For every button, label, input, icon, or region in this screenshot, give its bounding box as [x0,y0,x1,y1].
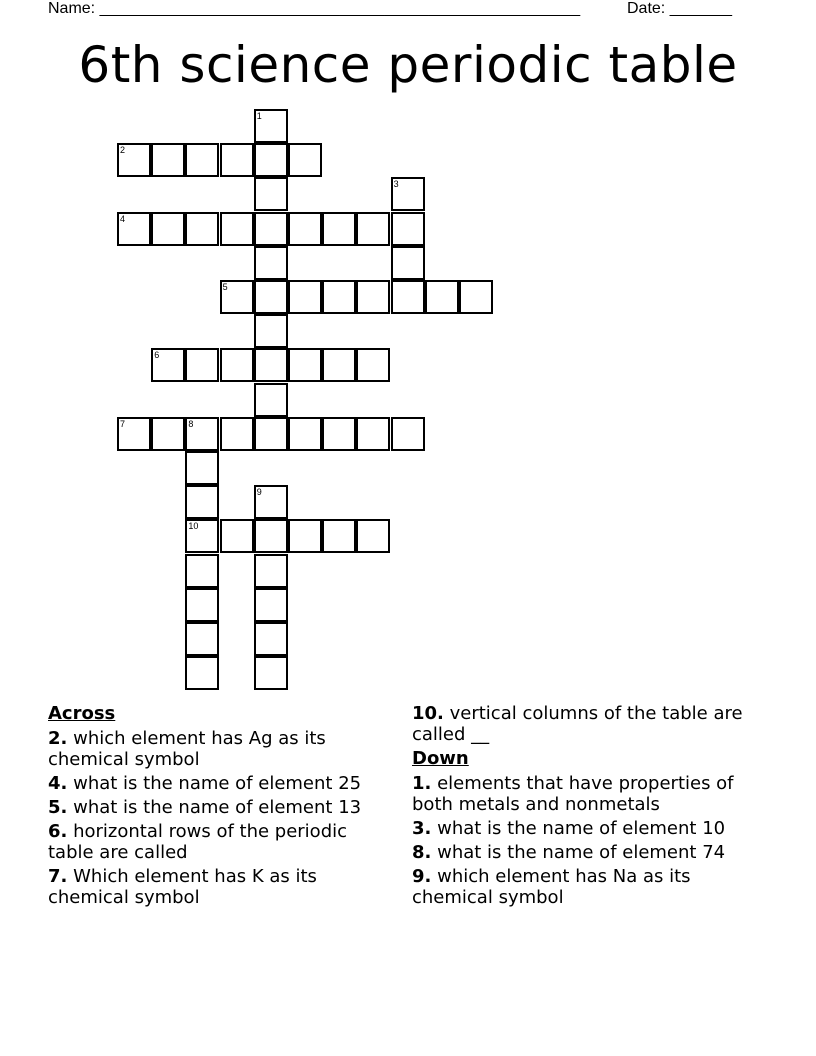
crossword-cell[interactable] [185,212,219,246]
across-clue [412,703,757,745]
crossword-cell[interactable] [254,314,288,348]
down-clue [412,866,757,908]
clue-text: vertical columns of the table are called __ [412,703,743,745]
crossword-cell[interactable] [288,212,322,246]
crossword-cell[interactable] [391,177,425,211]
crossword-cell[interactable] [254,212,288,246]
down-clue [412,818,757,839]
clues-right-column [412,703,757,911]
crossword-cell[interactable] [391,417,425,451]
crossword-cell[interactable] [117,143,151,177]
crossword-cell[interactable] [254,554,288,588]
crossword-cell[interactable] [220,280,254,314]
crossword-cell[interactable] [151,143,185,177]
crossword-cell[interactable] [185,348,219,382]
crossword-cell[interactable] [288,519,322,553]
crossword-cell[interactable] [220,417,254,451]
clue-number: 1. [412,773,432,794]
clue-number: 5. [48,797,68,818]
crossword-cell[interactable] [185,519,219,553]
clue-number: 6. [48,821,68,842]
crossword-cell[interactable] [288,417,322,451]
cell-number: 5 [222,282,228,292]
cell-number: 8 [188,418,194,429]
across-clue [48,773,388,794]
cell-number: 7 [120,418,126,429]
crossword-cell[interactable] [185,143,219,177]
crossword-cell[interactable] [254,485,288,519]
cell-number: 9 [256,487,262,498]
clue-text: what is the name of element 74 [437,842,726,863]
crossword-cell[interactable] [322,417,356,451]
clue-number: 10. [412,703,444,724]
crossword-cell[interactable] [254,109,288,143]
crossword-cell[interactable] [356,519,390,553]
crossword-cell[interactable] [391,212,425,246]
crossword-cell[interactable] [288,280,322,314]
cell-number: 6 [154,350,160,361]
crossword-cell[interactable] [254,588,288,622]
crossword-cell[interactable] [254,383,288,417]
clue-number: 4. [48,773,68,794]
clue-number: 2. [48,728,68,749]
cell-number: 10 [188,521,199,532]
clue-text: what is the name of element 10 [437,818,726,839]
crossword-cell[interactable] [356,417,390,451]
crossword-cell[interactable] [356,212,390,246]
cell-number: 3 [393,179,399,190]
crossword-cell[interactable] [322,519,356,553]
clue-text: which element has Na as its chemical symbol [412,866,691,908]
crossword-cell[interactable] [288,143,322,177]
name-field-label: Name: ______________________________________________________ [48,0,581,17]
clue-number: 9. [412,866,432,887]
across-clue [48,728,388,770]
down-clue [412,773,757,815]
crossword-cell[interactable] [185,417,219,451]
crossword-cell[interactable] [254,622,288,656]
crossword-cell[interactable] [220,348,254,382]
cell-number: 2 [120,145,126,156]
clue-text: what is the name of element 13 [73,797,362,818]
crossword-cell[interactable] [425,280,459,314]
crossword-cell[interactable] [220,143,254,177]
down-clue [412,842,757,863]
crossword-cell[interactable] [322,212,356,246]
crossword-cell[interactable] [220,519,254,553]
clues-left-column [48,703,388,911]
crossword-cell[interactable] [151,417,185,451]
crossword-cell[interactable] [356,280,390,314]
crossword-cell[interactable] [254,280,288,314]
crossword-cell[interactable] [288,348,322,382]
crossword-cell[interactable] [151,212,185,246]
page-title: 6th science periodic table [78,36,738,94]
crossword-cell[interactable] [322,348,356,382]
crossword-cell[interactable] [254,656,288,690]
crossword-cell[interactable] [254,246,288,280]
date-field-label: Date: _______ [627,0,732,17]
crossword-cell[interactable] [459,280,493,314]
crossword-cell[interactable] [322,280,356,314]
crossword-cell[interactable] [117,417,151,451]
clue-text: elements that have properties of both metals and nonmetals [412,773,734,815]
crossword-cell[interactable] [185,451,219,485]
across-clue [48,797,388,818]
across-clue [48,821,388,863]
down-heading: Down [412,748,469,769]
clue-number: 8. [412,842,432,863]
crossword-cell[interactable] [151,348,185,382]
cell-number: 1 [256,111,262,121]
crossword-cell[interactable] [391,246,425,280]
cell-number: 4 [120,213,126,224]
crossword-cell[interactable] [185,588,219,622]
clue-text: Which element has K as its chemical symbol [48,866,317,908]
crossword-cell[interactable] [185,656,219,690]
clue-text: horizontal rows of the periodic table are called [48,821,348,863]
crossword-cell[interactable] [356,348,390,382]
crossword-cell[interactable] [185,622,219,656]
crossword-cell[interactable] [185,554,219,588]
crossword-cell[interactable] [254,348,288,382]
crossword-cell[interactable] [254,417,288,451]
across-heading: Across [48,703,116,724]
crossword-cell[interactable] [220,212,254,246]
crossword-cell[interactable] [254,177,288,211]
crossword-cell[interactable] [254,143,288,177]
crossword-cell[interactable] [254,519,288,553]
crossword-cell[interactable] [117,212,151,246]
clue-number: 3. [412,818,432,839]
clue-text: which element has Ag as its chemical symbol [48,728,326,770]
across-clue [48,866,388,908]
crossword-cell[interactable] [185,485,219,519]
clue-number: 7. [48,866,68,887]
clue-text: what is the name of element 25 [73,773,362,794]
crossword-cell[interactable] [391,280,425,314]
